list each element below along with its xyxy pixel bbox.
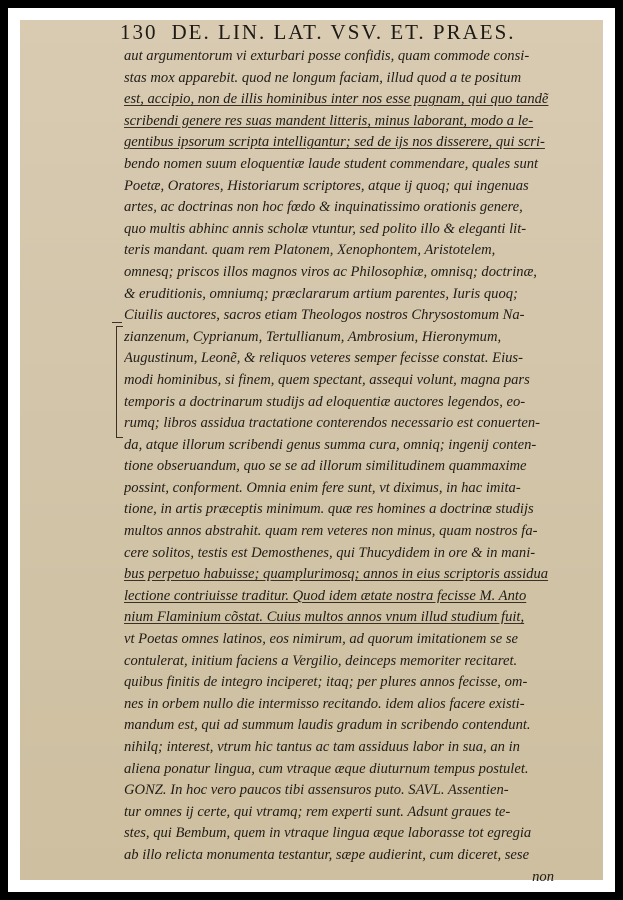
text-line: tur omnes ij certe, qui vtramq; rem experti sunt. Adsunt graues te- [124,803,511,820]
body-text [124,46,572,888]
text-line: zianzenum, Cyprianum, Tertullianum, Ambrosium, Hieronymum, [124,328,502,345]
text-line: stas mox apparebit. quod ne longum faciam, illud quod a te positum [124,69,522,86]
margin-bracket [116,326,123,438]
text-line: nes in orbem nullo die intermisso recitando. idem alios facere existi- [124,695,525,712]
text-line: multos annos abstrahit. quam rem veteres non minus, quam nostros fa- [124,523,538,540]
text-line: tione obseruandum, quo se se ad illorum similitudinem quammaxime [124,458,527,475]
text-line: & eruditionis, omniumq; præclararum artium parentes, Iuris quoq; [124,285,518,302]
text-line: cere solitos, testis est Demosthenes, qui Thucydidem in ore & in mani- [124,544,536,561]
text-line: ab illo relicta monumenta testantur, sæpe audierint, cum diceret, sese [124,846,530,863]
catchword: non [532,868,554,885]
text-line: teris mandant. quam rem Platonem, Xenophontem, Aristotelem, [124,242,496,259]
text-line: bus perpetuo habuisse; quamplurimosq; annos in eius scriptoris assidua [124,566,549,583]
text-line: stes, qui Bembum, quem in vtraque lingua æque laborasse tot egregia [124,825,532,842]
text-line: temporis a doctrinarum studijs ad eloquentiæ auctores legendos, eo- [124,393,526,410]
text-line: Ciuilis auctores, sacros etiam Theologos nostros Chrysostomum Na- [124,307,525,324]
text-line: nium Flaminium cõstat. Cuius multos annos vnum illud studium fuit, [124,609,525,626]
text-line: modi hominibus, si finem, quem spectant, assequi volunt, magna pars [124,371,530,388]
text-line: GONZ. In hoc vero paucos tibi assensuros puto. SAVL. Assentien- [124,782,509,799]
text-line: vt Poetas omnes latinos, eos nimirum, ad quorum imitationem se se [124,631,519,648]
text-line: da, atque illorum scribendi genus summa cura, omniq; ingenij conten- [124,436,537,453]
margin-mark [112,322,122,323]
running-header [120,20,580,45]
text-line: omnesq; priscos illos magnos viros ac Philosophiæ, omnisq; doctrinæ, [124,263,537,280]
text-line: possint, conforment. Omnia enim fere sunt, vt diximus, in hac imita- [124,479,521,496]
text-line: quo multis abhinc annis scholæ vtuntur, sed polito illo & eleganti lit- [124,220,527,237]
text-line: nihilq; interest, vtrum hic tantus ac tam assiduus labor in sua, an in [124,739,520,755]
text-line: gentibus ipsorum scripta intelligantur; sed de ijs nos disserere, qui scri- [124,134,545,151]
text-line: bendo nomen suum eloquentiæ laude student commendare, quales sunt [124,155,539,172]
text-line: Poetæ, Oratores, Historiarum scriptores, atque ij quoq; qui ingenuas [124,177,529,194]
text-line: artes, ac doctrinas non hoc fœdo & inquinatissimo orationis genere, [124,199,523,216]
text-line: scribendi genere res suas mandent litteris, minus laborant, modo a le- [124,112,534,129]
text-line: tione, in artis præceptis minimum. quæ res homines a doctrinæ studijs [124,501,534,518]
text-line: est, accipio, non de illis hominibus inter nos esse pugnam, qui quo tandẽ [124,91,549,108]
page-number: 130 [120,20,158,44]
text-line: contulerat, initium faciens a Vergilio, deinceps memoriter recitaret. [124,652,518,669]
text-line: quibus finitis de integro inciperet; itaq; per plures annos fecisse, om- [124,674,528,691]
text-line: mandum est, qui ad summum laudis gradum in scribendo contendunt. [124,717,531,734]
text-line: aliena ponatur lingua, cum vtraque æque diuturnum tempus postulet. [124,760,529,777]
text-line: Augustinum, Leonẽ, & reliquos veteres semper fecisse constat. Eius- [124,350,523,367]
text-line: aut argumentorum vi exturbari posse confidis, quam commode consi- [124,48,530,64]
running-title: DE. LIN. LAT. VSV. ET. PRAES. [171,20,516,44]
text-line: rumq; libros assidua tractatione conterendos necessario est conuerten- [124,415,540,432]
text-line: lectione contriuisse traditur. Quod idem ætate nostra fecisse M. Anto [124,587,527,604]
